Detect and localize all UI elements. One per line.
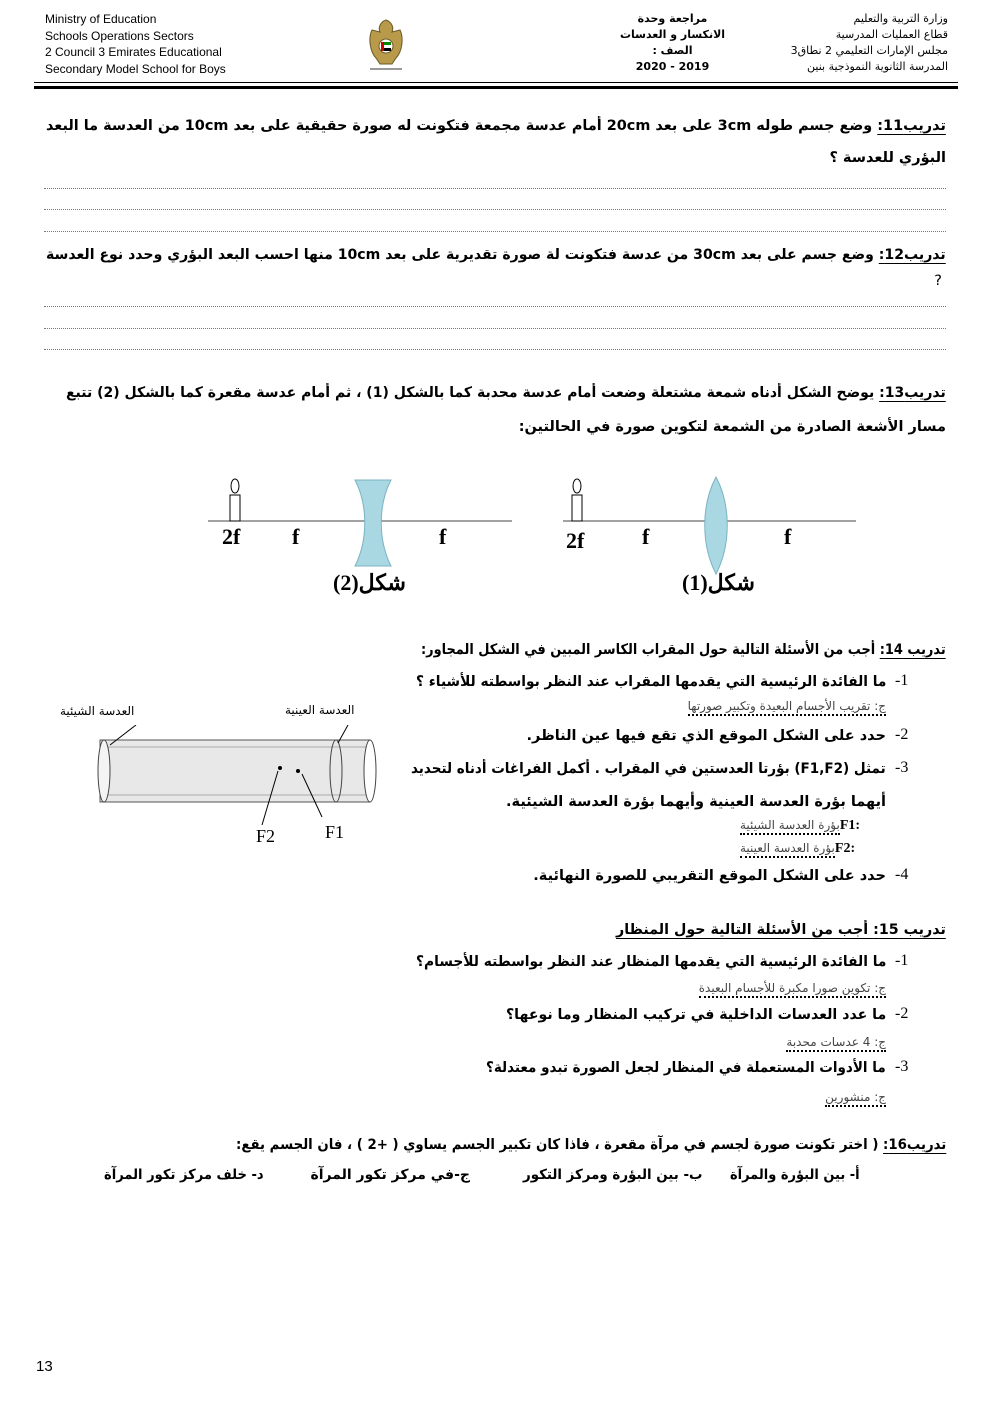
q15-answer-1[interactable] xyxy=(699,979,886,997)
header-ar-line: وزارة التربية والتعليم xyxy=(853,12,948,25)
f2-label: F2: xyxy=(834,841,856,856)
fig1-label-2f: 2f xyxy=(566,528,585,553)
q12-head: تدريب12: xyxy=(879,247,946,263)
header-center-line: الانكسار و العدسات xyxy=(619,28,726,41)
q15-answer-3[interactable] xyxy=(825,1088,886,1106)
q14-item-3: تمثل (F1,F2) بؤرتا العدستين في المقراب . أكمل الفراغات أدناه لتحديد xyxy=(411,761,886,777)
q14-item-2: حدد على الشكل الموقع الذي تقع فيها عين الناظر. xyxy=(526,728,886,744)
q15-item-3: ما الأدوات المستعملة في المنظار لجعل الصورة تبدو معتدلة؟ xyxy=(486,1060,886,1076)
figure-1-diagram xyxy=(556,470,866,580)
answer-text: ج: تكوين صورا مكبرة للأجسام البعيدة xyxy=(699,981,886,998)
fig2-label-f: f xyxy=(292,524,300,549)
fig1-caption: شكل(1) xyxy=(682,570,755,595)
f1-diagram-label: F1 xyxy=(325,822,345,842)
fig2-caption: شكل(2) xyxy=(333,570,406,595)
q14-f1-answer[interactable] xyxy=(740,816,860,835)
item-number: -3 xyxy=(895,1058,909,1075)
q14-item-3-cont: أيهما بؤرة العدسة العينية وأيهما بؤرة العدسة الشيئية. xyxy=(506,794,886,810)
q14-head: تدريب 14: xyxy=(880,642,946,658)
candle-icon xyxy=(230,479,240,521)
q15-answer-2[interactable] xyxy=(786,1033,886,1051)
q13-line2: مسار الأشعة الصادرة من الشمعة لتكوين صورة في الحالتين: xyxy=(518,419,946,435)
header-en-line: 2 Council 3 Emirates Educational xyxy=(45,45,222,59)
answer-line[interactable] xyxy=(44,209,946,210)
answer-line[interactable] xyxy=(44,231,946,232)
q16-option-c[interactable]: ج-في مركز تكور المرآة xyxy=(310,1167,470,1183)
q11-line1 xyxy=(46,117,946,135)
q16-text: ( اختر تكونت صورة لجسم في مرآة مقعرة ، فاذا كان تكبير الجسم يساوي ( +2 ) ، فان الجسم يقع: xyxy=(235,1137,883,1153)
eyepiece-lens-label: العدسة العينية xyxy=(285,703,355,717)
q15-item-2: ما عدد العدسات الداخلية في تركيب المنظار وما نوعها؟ xyxy=(505,1007,886,1023)
q12-line1 xyxy=(46,246,946,264)
objective-lens-icon xyxy=(98,740,110,802)
header-center-line: الصف : xyxy=(652,44,693,57)
q13-head: تدريب13: xyxy=(879,385,946,401)
f2-diagram-label: F2 xyxy=(256,826,276,846)
answer-line[interactable] xyxy=(44,306,946,307)
objective-lens-label: العدسة الشيئية xyxy=(60,704,135,718)
q13-line1 xyxy=(66,384,946,402)
q11-head: تدريب11: xyxy=(877,118,946,134)
header-en-line: Secondary Model School for Boys xyxy=(45,61,226,76)
header-divider-thick xyxy=(34,86,958,89)
answer-text: ج: منشورين xyxy=(825,1090,886,1107)
q12-line2: ? xyxy=(934,273,942,289)
q16-head: تدريب16: xyxy=(882,1137,946,1153)
fig2-label-f: f xyxy=(439,524,447,549)
q12-text: وضع جسم على بعد 30cm من عدسة فتكونت لة صورة تقديرية على بعد 10cm منها احسب البعد البؤري وحدد نوع العدسة xyxy=(46,247,880,263)
item-number: -2 xyxy=(895,1005,909,1022)
q16-option-b[interactable]: ب- بين البؤرة ومركز التكور xyxy=(522,1167,702,1183)
q15-head: تدريب 15: xyxy=(873,922,946,938)
header-divider-thin xyxy=(34,82,958,83)
fig2-label-2f: 2f xyxy=(222,524,241,549)
q14-title xyxy=(421,641,946,659)
uae-emblem-icon xyxy=(364,18,408,74)
q14-item-1: ما الفائدة الرئيسية التي يقدمها المقراب عند النظر بواسطته للأشياء ؟ xyxy=(415,674,886,690)
page-number: 13 xyxy=(36,1358,53,1375)
header-center-line: مراجعة وحدة xyxy=(637,12,708,25)
candle-icon xyxy=(572,479,582,521)
q16-line xyxy=(236,1136,946,1154)
item-number: -2 xyxy=(895,726,909,743)
item-number: -1 xyxy=(895,952,909,969)
q14-text: أجب من الأسئلة التالية حول المقراب الكاسر المبين في الشكل المجاور: xyxy=(421,642,881,658)
telescope-diagram xyxy=(90,725,390,835)
q14-answer-1[interactable] xyxy=(688,697,886,715)
convex-lens-icon xyxy=(705,477,728,574)
header-ar-line: مجلس الإمارات التعليمي 2 نطاق3 xyxy=(790,44,948,57)
q14-item-4: حدد على الشكل الموقع التقريبي للصورة النهائية. xyxy=(533,868,886,884)
fig1-label-f: f xyxy=(784,524,792,549)
header-ar-line: قطاع العمليات المدرسية xyxy=(835,28,948,41)
header-arabic xyxy=(753,11,948,75)
item-number: -1 xyxy=(895,672,909,689)
answer-text: بؤرة العدسة الشيئية xyxy=(740,818,840,835)
answer-line[interactable] xyxy=(44,328,946,329)
q15-title xyxy=(616,921,946,939)
answer-line[interactable] xyxy=(44,188,946,189)
q15-text: أجب من الأسئلة التالية حول المنظار xyxy=(616,922,874,938)
item-number: -3 xyxy=(895,759,909,776)
q13-text: يوضح الشكل أدناه شمعة مشتعلة وضعت أمام عدسة محدبة كما بالشكل (1) ، ثم أمام عدسة مقعرة كما بالشكل (2) تتبع xyxy=(66,385,880,401)
answer-text: ج: تقريب الأجسام البعيدة وتكبير صورتها xyxy=(688,699,886,716)
answer-text: ج: 4 عدسات محدبة xyxy=(786,1035,886,1052)
answer-line[interactable] xyxy=(44,349,946,350)
fig1-label-f: f xyxy=(642,524,650,549)
figure-2-diagram xyxy=(200,470,520,570)
answer-text: بؤرة العدسة العينية xyxy=(740,841,835,858)
concave-lens-icon xyxy=(355,480,391,566)
header-center xyxy=(610,11,735,75)
header-en-line: Schools Operations Sectors xyxy=(45,28,194,43)
f1-label: F1: xyxy=(839,818,861,833)
q14-f2-answer[interactable] xyxy=(740,839,855,858)
q16-option-d[interactable]: د- خلف مركز تكور المرآة xyxy=(104,1167,264,1183)
q16-option-a[interactable]: أ- بين البؤرة والمرآة xyxy=(730,1167,860,1183)
header-english xyxy=(45,11,226,77)
q15-item-1: ما الفائدة الرئيسية التي يقدمها المنظار عند النظر بواسطته للأجسام؟ xyxy=(415,954,886,970)
item-number: -4 xyxy=(895,866,909,883)
header-center-line: 2020 - 2019 xyxy=(635,60,710,73)
header-ar-line: المدرسة الثانوية النموذجية بنين xyxy=(807,60,948,73)
q11-line2: البؤري للعدسة ؟ xyxy=(829,150,946,166)
header-en-line: Ministry of Education xyxy=(45,12,157,26)
q11-text: وضع جسم طوله 3cm على بعد 20cm أمام عدسة مجمعة فتكونت له صورة حقيقية على بعد 10cm من العدسة ما البعد xyxy=(46,118,878,134)
